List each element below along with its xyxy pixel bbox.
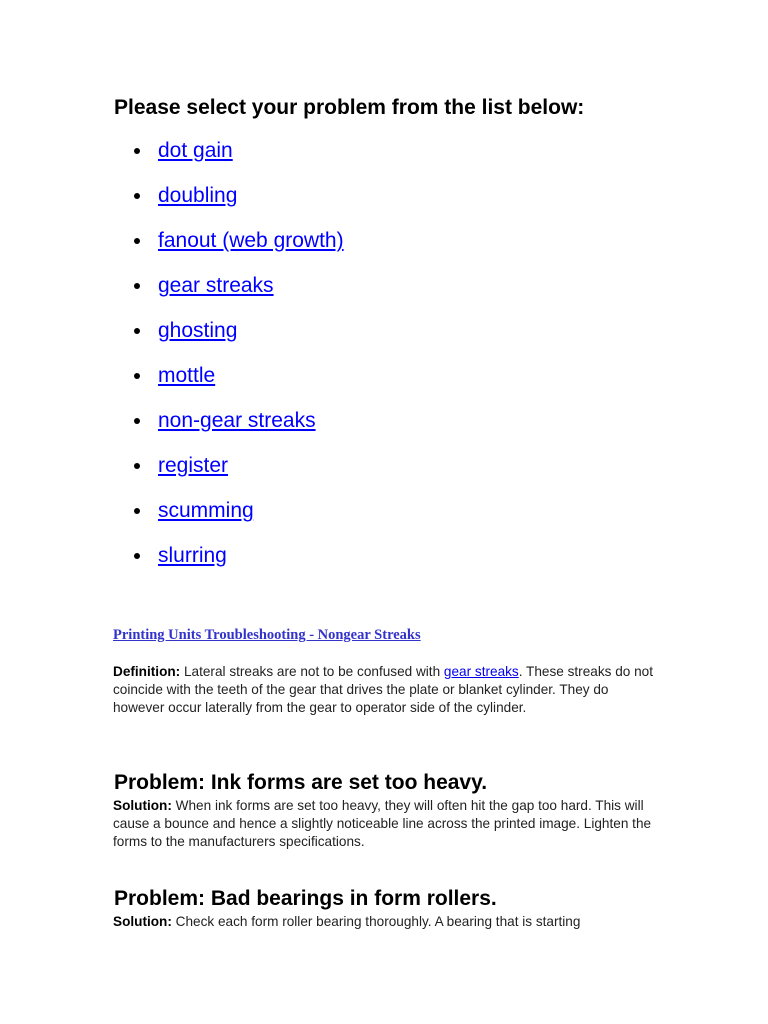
bullet-icon	[134, 508, 140, 514]
bullet-icon	[134, 553, 140, 559]
problem-link-non-gear-streaks[interactable]: non-gear streaks	[158, 409, 316, 432]
definition-text-after: . These streaks do not coincide with the teeth of the gear that drives the plate or blanket cylinder. They do however occur laterally from the gear to operator side of the cylinder.	[113, 664, 653, 715]
page-heading: Please select your problem from the list below:	[114, 96, 585, 119]
problem-link-gear-streaks[interactable]: gear streaks	[158, 274, 274, 297]
problem-link-fanout[interactable]: fanout (web growth)	[158, 229, 344, 252]
bullet-icon	[134, 463, 140, 469]
bullet-icon	[134, 418, 140, 424]
problem-heading: Problem: Ink forms are set too heavy.	[114, 771, 488, 794]
solution-text: Check each form roller bearing thoroughly. A bearing that is starting	[171, 914, 581, 929]
solution-label: Solution:	[113, 914, 172, 929]
problem-link-slurring[interactable]: slurring	[158, 544, 227, 567]
solution-label: Solution:	[113, 798, 172, 813]
problem-link-ghosting[interactable]: ghosting	[158, 319, 238, 342]
definition-paragraph	[113, 663, 653, 717]
definition-text-before: Lateral streaks are not to be confused with	[180, 664, 444, 679]
gear-streaks-inline-link[interactable]: gear streaks	[443, 664, 519, 679]
bullet-icon	[134, 328, 140, 334]
bullet-icon	[134, 148, 140, 154]
solution-paragraph	[113, 797, 653, 851]
bullet-icon	[134, 193, 140, 199]
definition-label: Definition:	[113, 664, 181, 679]
bullet-icon	[134, 283, 140, 289]
problem-link-mottle[interactable]: mottle	[158, 364, 216, 387]
problem-link-register[interactable]: register	[158, 454, 229, 477]
solution-text: When ink forms are set too heavy, they will often hit the gap too hard. This will cause a bounce and hence a slightly noticeable line across the printed image. Lighten the forms to the manufacturers specifications.	[113, 798, 652, 849]
section-title-link[interactable]: Printing Units Troubleshooting - Nongear Streaks	[113, 627, 421, 643]
bullet-icon	[134, 373, 140, 379]
problem-link-doubling[interactable]: doubling	[158, 184, 238, 207]
problem-link-dot-gain[interactable]: dot gain	[158, 139, 233, 162]
solution-paragraph	[113, 913, 653, 931]
problem-link-scumming[interactable]: scumming	[158, 499, 254, 522]
problem-heading: Problem: Bad bearings in form rollers.	[114, 887, 497, 910]
bullet-icon	[134, 238, 140, 244]
